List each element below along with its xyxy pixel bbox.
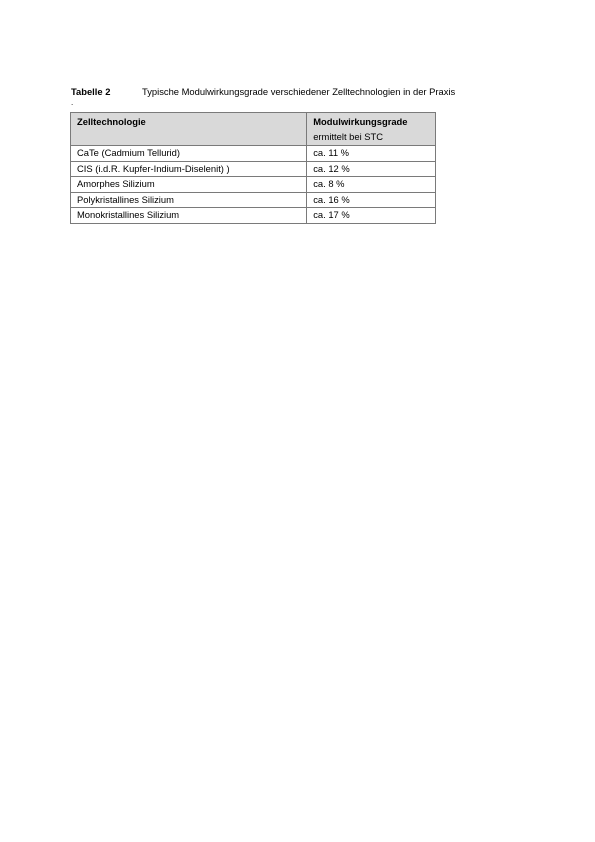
efficiency-table xyxy=(70,112,436,224)
cell-technology: CaTe (Cadmium Tellurid) xyxy=(71,146,307,162)
table-row xyxy=(71,192,436,208)
header-technology: Zelltechnologie xyxy=(71,113,307,146)
cell-efficiency: ca. 11 % xyxy=(307,146,436,162)
cell-technology: CIS (i.d.R. Kupfer-Indium-Diselenit) ) xyxy=(71,161,307,177)
header-efficiency-title: Modulwirkungsgrade xyxy=(313,116,408,127)
table-row xyxy=(71,146,436,162)
caption-trailing-dot: . xyxy=(71,98,74,107)
cell-technology: Monokristallines Silizium xyxy=(71,208,307,224)
cell-efficiency: ca. 16 % xyxy=(307,192,436,208)
table-row xyxy=(71,177,436,193)
cell-technology: Polykristallines Silizium xyxy=(71,192,307,208)
table-caption-label: Tabelle 2 xyxy=(71,86,111,97)
header-efficiency-subtitle: ermittelt bei STC xyxy=(313,131,384,142)
table-header-row xyxy=(71,113,436,146)
table-caption-text: Typische Modulwirkungsgrade verschiedener Zelltechnologien in der Praxis xyxy=(142,86,456,97)
table-row xyxy=(71,161,436,177)
cell-technology: Amorphes Silizium xyxy=(71,177,307,193)
table-row xyxy=(71,208,436,224)
cell-efficiency: ca. 8 % xyxy=(307,177,436,193)
header-efficiency xyxy=(307,113,436,146)
table-caption xyxy=(71,86,455,97)
cell-efficiency: ca. 12 % xyxy=(307,161,436,177)
cell-efficiency: ca. 17 % xyxy=(307,208,436,224)
